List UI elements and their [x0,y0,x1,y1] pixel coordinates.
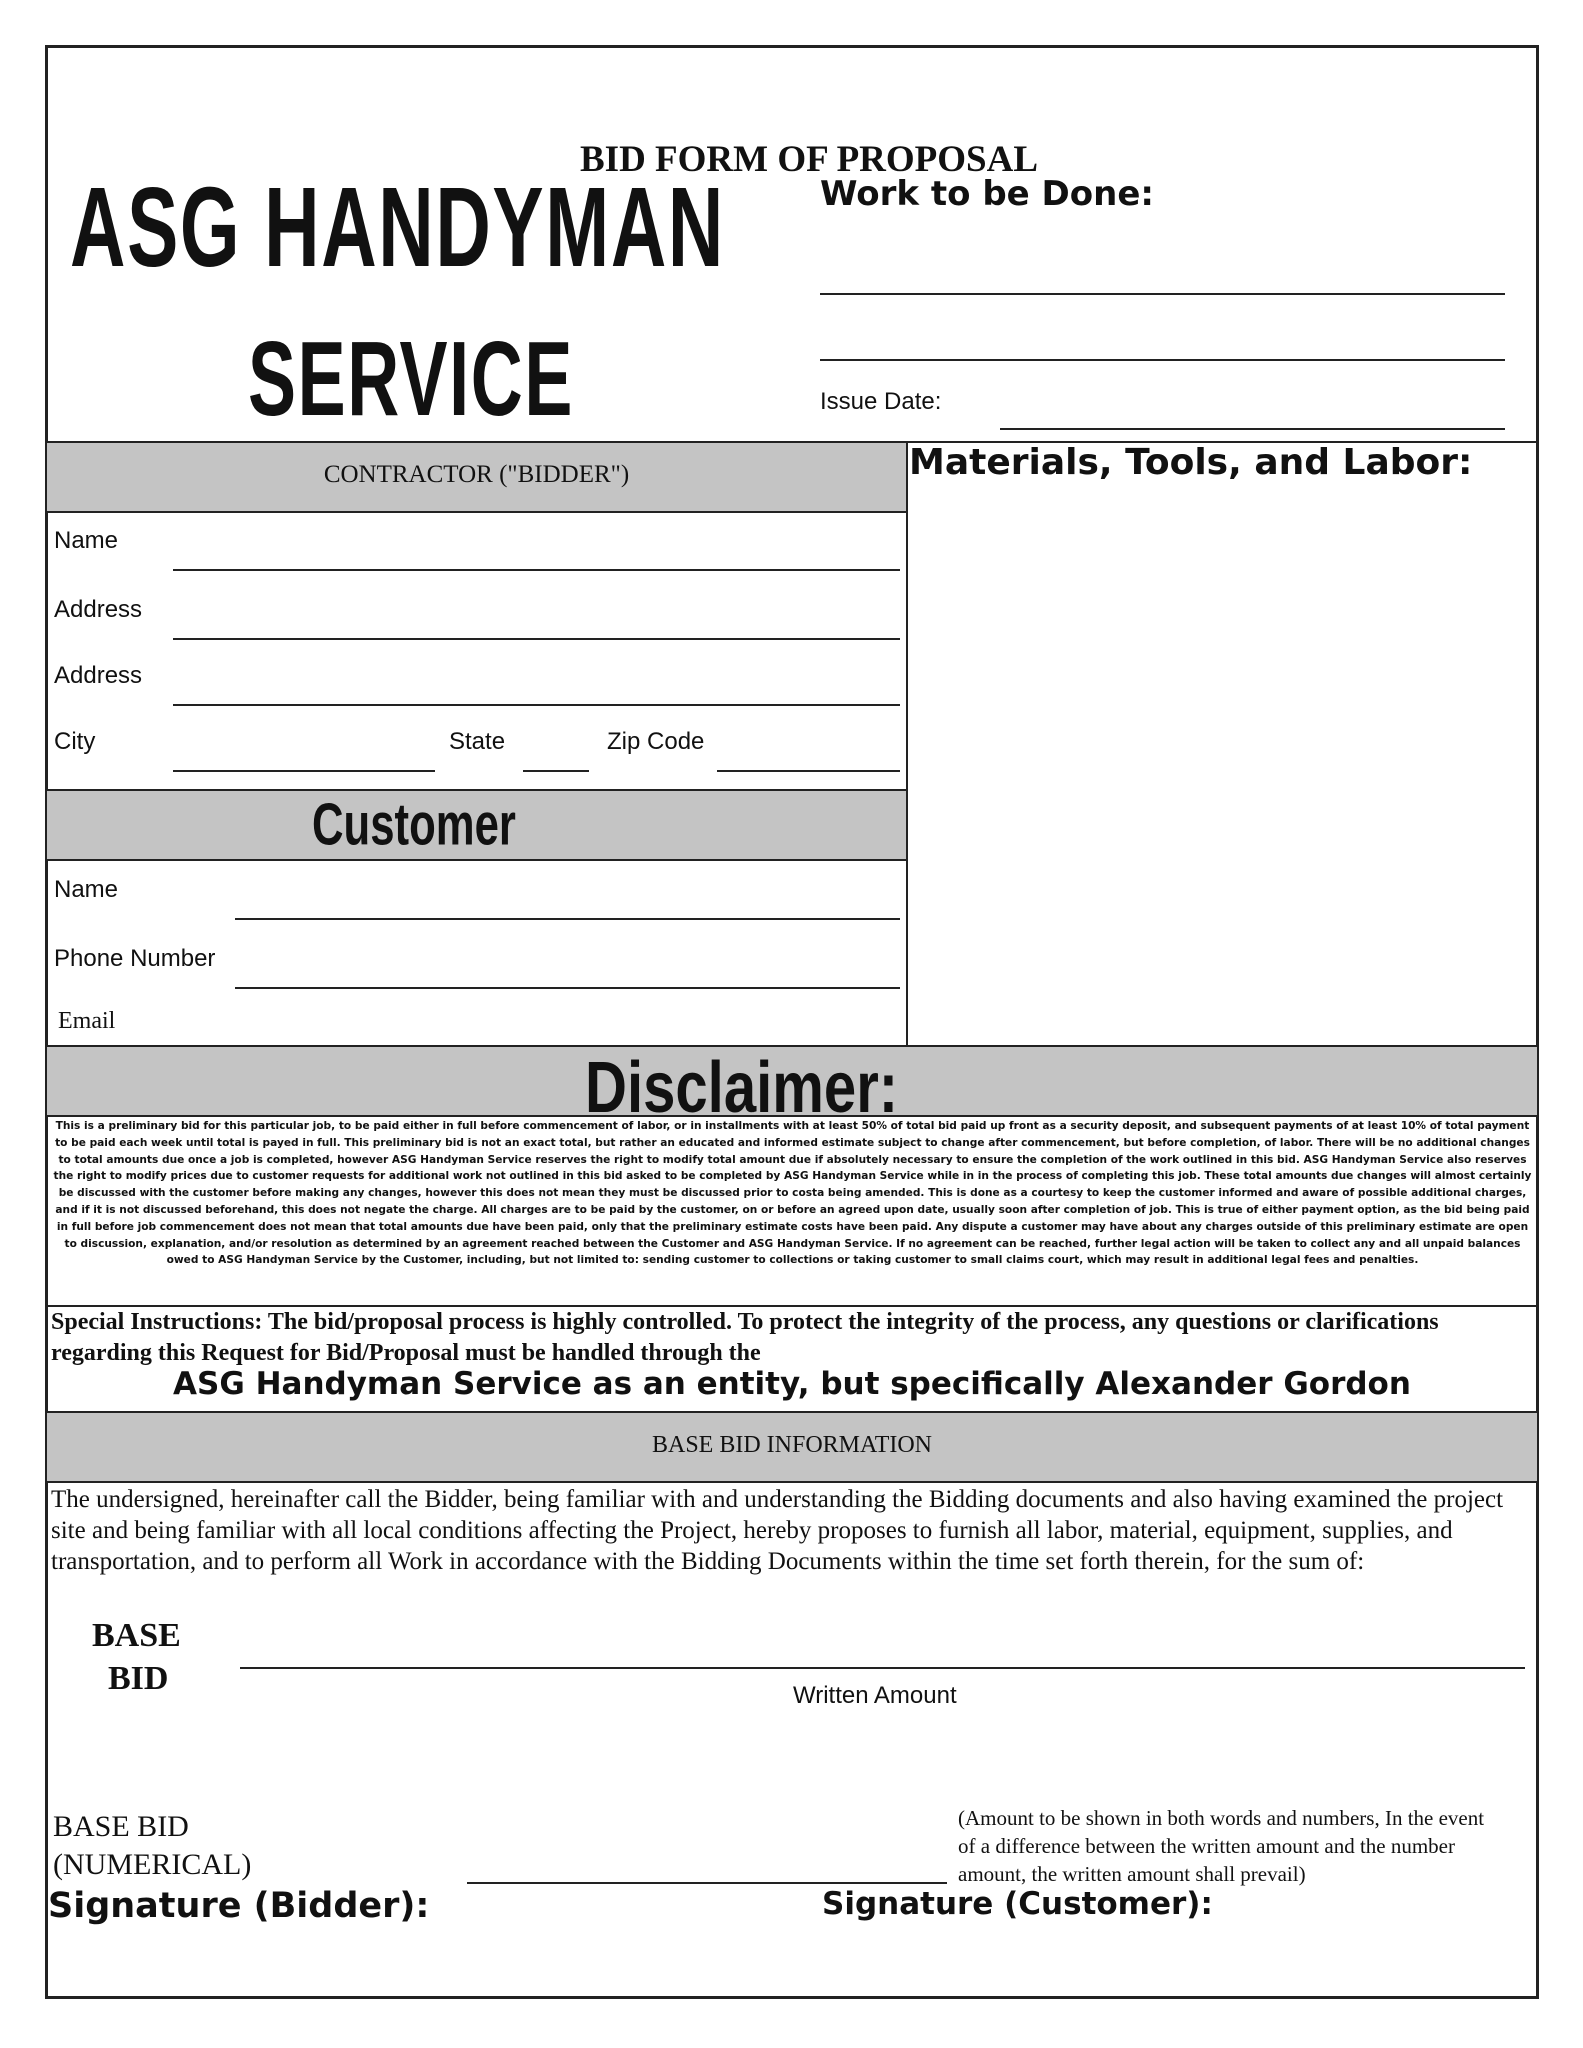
materials-heading: Materials, Tools, and Labor: [909,442,1473,483]
written-amount-label: Written Amount [793,1682,957,1709]
customer-phone-field[interactable] [235,987,900,989]
written-amount-field[interactable] [240,1667,1525,1669]
contractor-address2-field[interactable] [173,704,900,706]
base-bid-heading: BASE BID INFORMATION [651,1432,933,1458]
customer-email-field[interactable] [235,1005,900,1041]
special-instructions-text: Special Instructions: The bid/proposal process is highly controlled. To protect the integrity of the process, any questions or clarifications regarding this Request for Bid/Proposal must be handled through the [51,1309,1439,1366]
contractor-state-field[interactable] [523,770,589,772]
bidder-signature-label: Signature (Bidder): [48,1886,430,1926]
amount-note: (Amount to be shown in both words and numbers, In the event of a difference between the written amount and the number amount, the written amount shall prevail) [958,1806,1485,1886]
work-to-be-done-line-1[interactable] [820,293,1505,295]
work-to-be-done-label: Work to be Done: [820,174,1154,214]
numerical-label-line1: BASE BID [53,1810,189,1843]
issue-date-field[interactable] [1000,428,1505,430]
customer-name-label: Name [54,876,119,903]
customer-email-label: Email [58,1008,116,1034]
disclaimer-text: This is a preliminary bid for this particular job, to be paid either in full before commencement of labor, or in installments with at least 50% of total bid paid up front as a security deposit, and subsequent payments of at least 10% of total payment to be paid each week until total is payed in full. This preliminary bid is not an exact total, but rather an educated and informed estimate subject to change after commencement, but before completion, of labor. There will be no additional changes to total amounts due once a job is completed, however ASG Handyman Service reserves the right to modify total amount due if absolutely necessary to ensure the completion of the work outlined in this bid. ASG Handyman Service also reserves the right to modify prices due to customer requests for additional work not outlined in this bid asked to be completed by ASG Handyman Service while in in the process of completing this job. These total amounts due changes will almost certainly be discussed with the customer before making any changes, however this does not mean they must be discussed prior to costa being amended. This is done as a courtesy to keep the customer informed and aware of possible additional charges, and if it is not discussed beforehand, this does not negate the charge. All charges are to be paid by the customer, on or before an agreed upon date, usually soon after completion of job. This is true of either payment option, as the bid being paid in full before job commencement does not mean that total amounts due have been paid, only that the preliminary estimate costs have been paid. Any dispute a customer may have about any charges outside of this preliminary estimate are open to discussion, explanation, and/or resolution as determined by an agreement reached between the Customer and ASG Handyman Service. If no agreement can be reached, further legal action will be taken to collect any and all unpaid balances owed to ASG Handyman Service by the Customer, including, but not limited to: sending customer to collections or taking customer to small claims court, which may result in additional legal fees and penalties. [53,1120,1532,1267]
contractor-address1-field[interactable] [173,638,900,640]
contractor-zip-field[interactable] [717,770,900,772]
column-divider [906,442,908,1047]
contractor-address1-label: Address [54,596,143,623]
base-bid-label-line1: BASE [92,1617,181,1654]
contractor-state-label: State [449,728,506,755]
special-instructions-entity-line: ASG Handyman Service as an entity, but specifically Alexander Gordon [173,1366,1411,1402]
customer-phone-label: Phone Number [54,945,216,972]
customer-heading: Customer [312,792,516,859]
base-bid-label-line2: BID [108,1660,169,1697]
contractor-name-field[interactable] [173,569,900,571]
bidder-signature-area[interactable] [50,1935,750,1993]
materials-area[interactable] [910,500,1535,1045]
contractor-address2-label: Address [54,662,143,689]
base-bid-paragraph: The undersigned, hereinafter call the Bidder, being familiar with and understanding the Bidding documents and also having examined the project site and being familiar with all local conditions affecting the Project, hereby proposes to furnish all labor, material, equipment, supplies, and transportation, and to perform all Work in accordance with the Bidding Documents within the time set forth therein, for the sum of: [51,1486,1504,1575]
contractor-name-label: Name [54,527,119,554]
base-bid-heading-divider [47,1481,1537,1483]
company-name-line1: ASG HANDYMAN [70,164,725,291]
issue-date-label: Issue Date: [820,388,942,415]
numerical-amount-field[interactable] [467,1882,947,1884]
customer-signature-label: Signature (Customer): [822,1886,1213,1922]
contractor-city-field[interactable] [173,770,435,772]
disclaimer-heading-divider [47,1115,1537,1117]
company-name-line2: SERVICE [248,320,574,439]
customer-signature-area[interactable] [822,1935,1522,1993]
contractor-heading: CONTRACTOR ("BIDDER") [323,461,630,488]
customer-name-field[interactable] [235,918,900,920]
disclaimer-heading: Disclaimer: [585,1046,899,1128]
contractor-heading-divider [47,511,906,513]
contractor-zip-label: Zip Code [607,728,705,755]
contractor-city-label: City [54,728,96,755]
customer-heading-divider [47,859,906,861]
bid-form-title: BID FORM OF PROPOSAL [580,139,1039,180]
numerical-label-line2: (NUMERICAL) [53,1848,252,1881]
work-to-be-done-line-2[interactable] [820,359,1505,361]
